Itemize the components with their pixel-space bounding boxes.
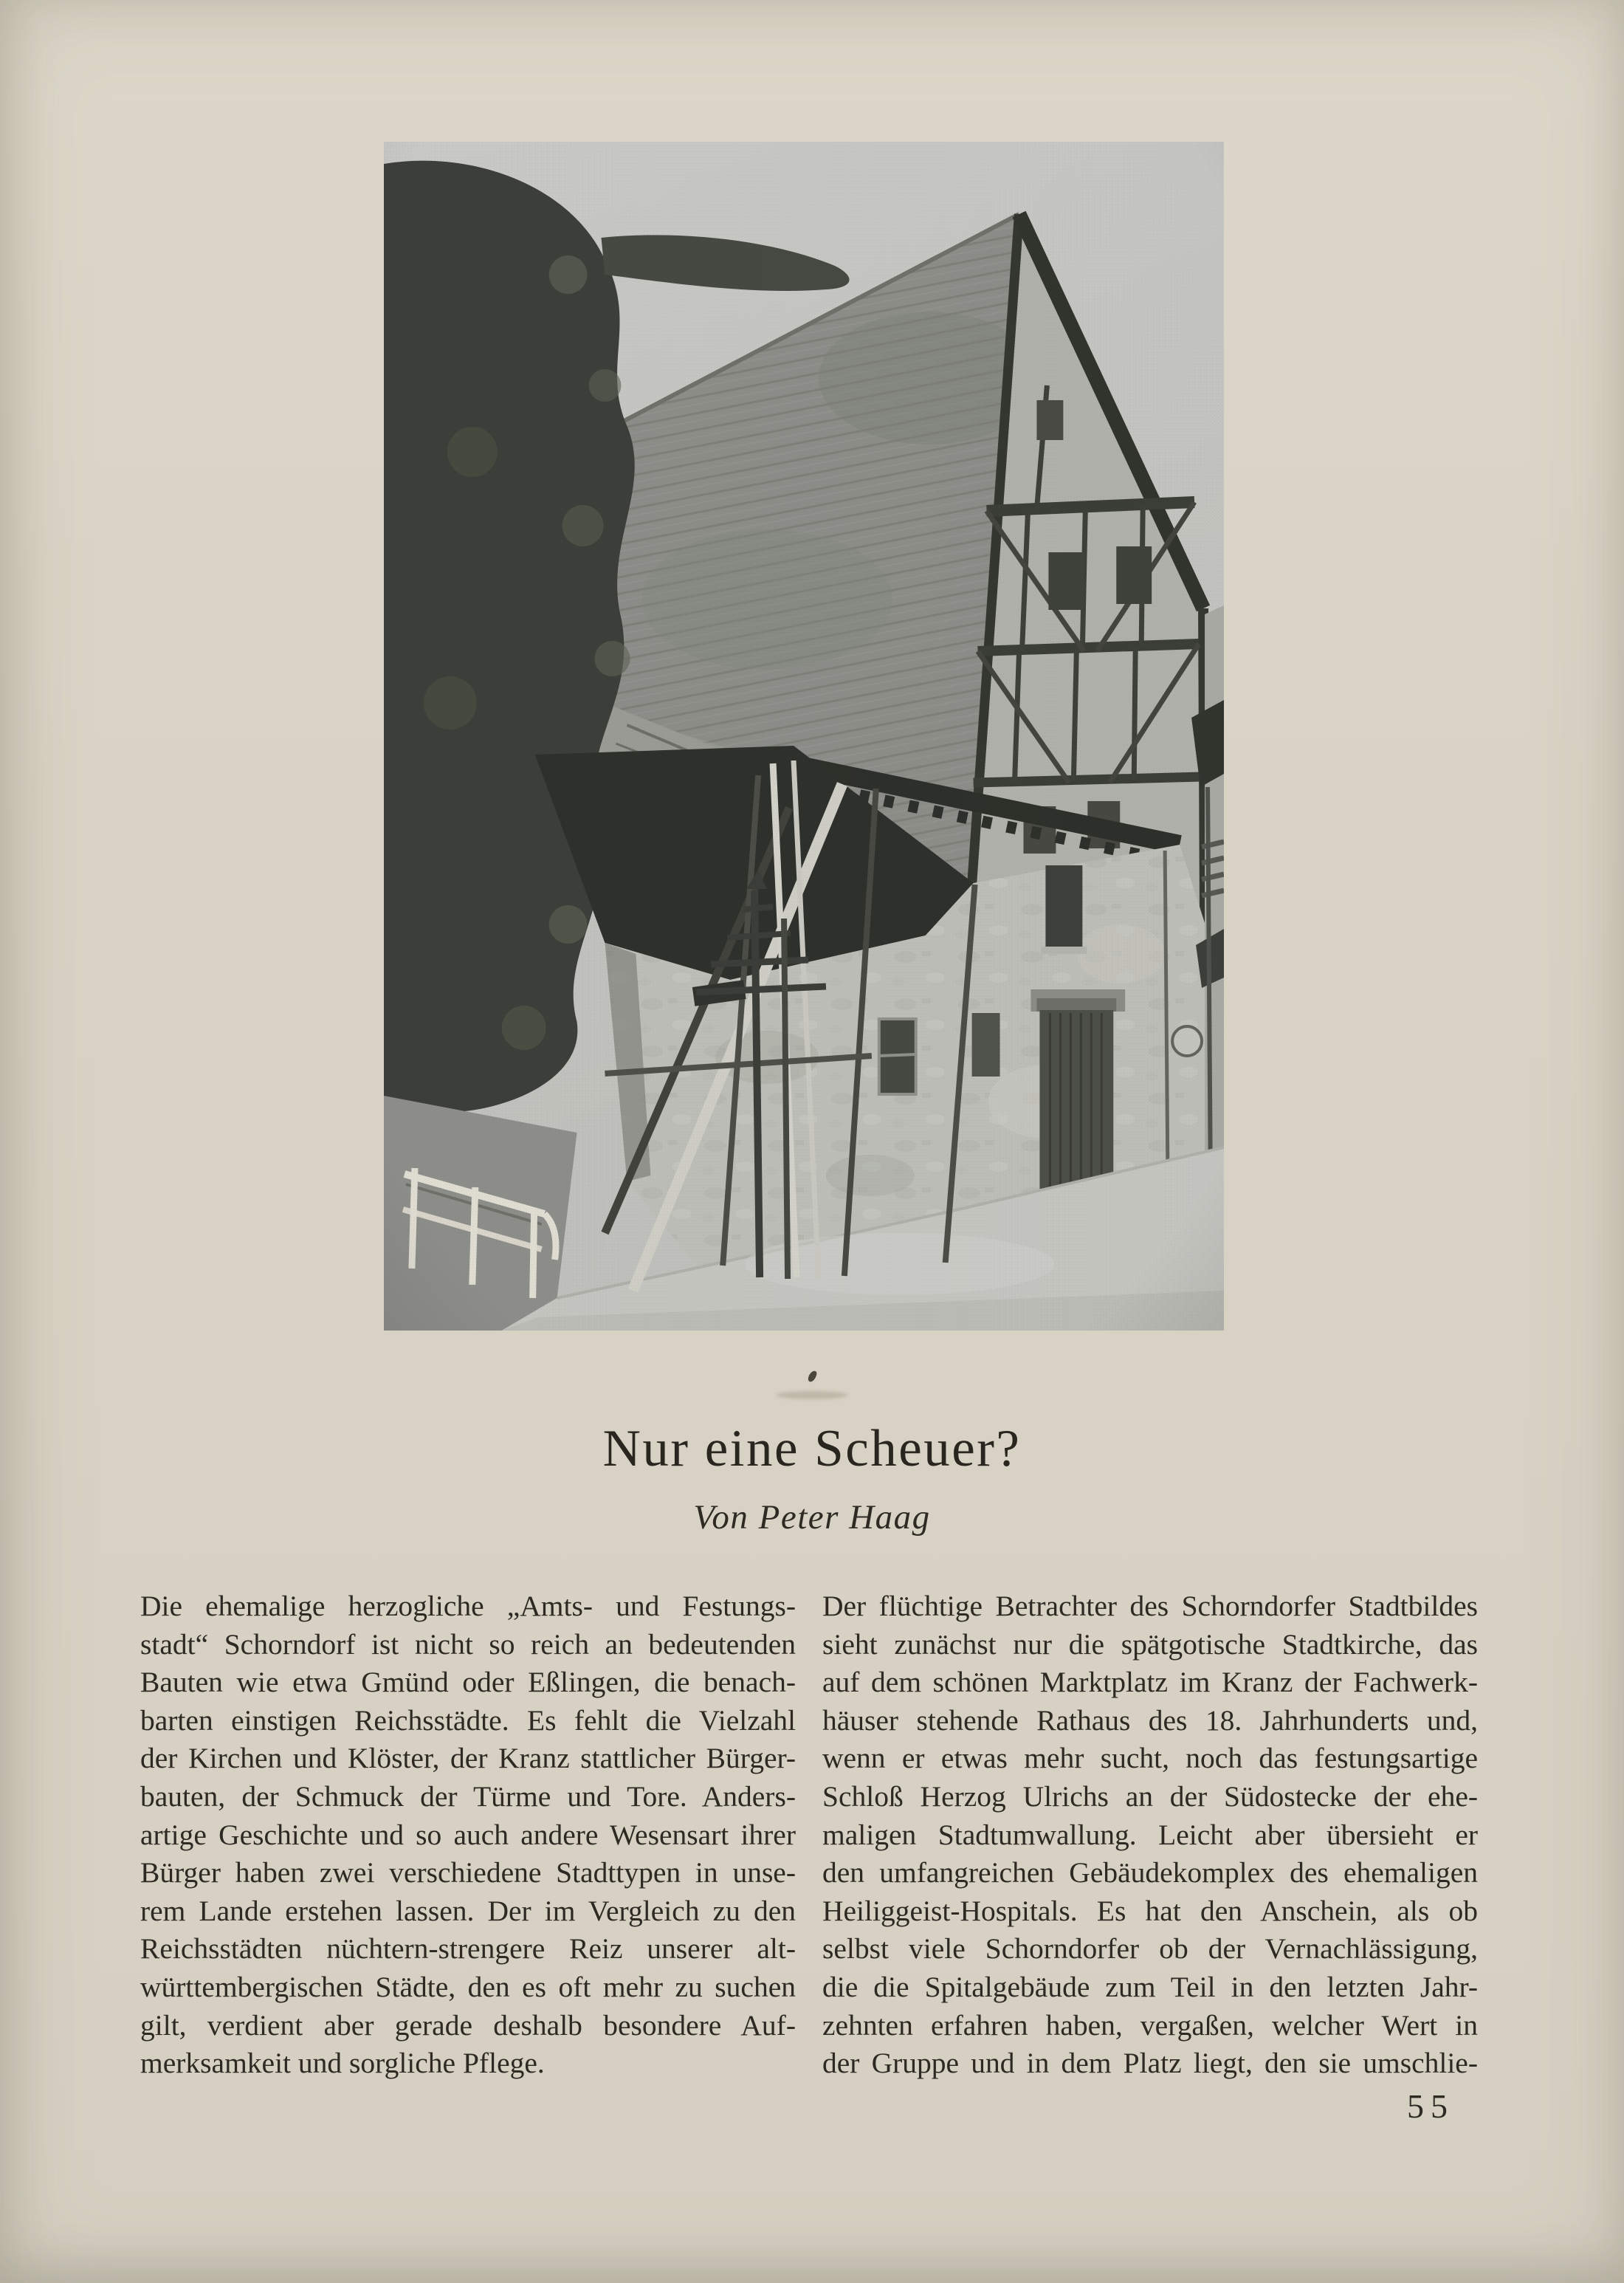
text-line: zehnten erfahren haben, vergaßen, welcher Wert in	[822, 2008, 1478, 2042]
text-line: merksamkeit und sorgliche Pflege.	[140, 2047, 545, 2080]
text-line: Reichsstädten nüchtern-strengere Reiz unserer alt-	[140, 1932, 796, 1966]
text-line: den umfangreichen Gebäudekomplex des ehemaligen	[822, 1856, 1478, 1889]
scan-speck	[807, 1370, 818, 1383]
text-line: selbst viele Schorndorfer ob der Vernachlässigung,	[822, 1932, 1478, 1966]
left-column	[140, 1587, 796, 2083]
text-line: der Kirchen und Klöster, der Kranz stattlicher Bürger-	[140, 1742, 796, 1775]
text-line: rem Lande erstehen lassen. Der im Vergleich zu den	[140, 1894, 796, 1927]
page-number: 55	[1407, 2087, 1454, 2125]
right-column	[822, 1587, 1478, 2083]
text-line: der Gruppe und in dem Platz liegt, den sie umschlie-	[822, 2047, 1478, 2080]
text-line: Der flüchtige Betrachter des Schorndorfer Stadtbildes	[822, 1590, 1478, 1622]
scan-smudge	[777, 1391, 847, 1399]
article-title: Nur eine Scheuer?	[602, 1420, 1022, 1477]
text-line: sieht zunächst nur die spätgotische Stadtkirche, das	[822, 1627, 1478, 1661]
text-line: Bürger haben zwei verschiedene Stadttypen in unse-	[140, 1856, 796, 1889]
text-line: Die ehemalige herzogliche „Amts- und Festungs-	[140, 1590, 796, 1622]
text-line: württembergischen Städte, den es oft mehr zu suchen	[140, 1970, 796, 2003]
text-line: auf dem schönen Marktplatz im Kranz der Fachwerk-	[822, 1666, 1478, 1699]
text-line: Heiliggeist-Hospitals. Es hat den Anschein, als ob	[822, 1894, 1478, 1927]
text-line: maligen Stadtumwallung. Leicht aber übersieht er	[822, 1818, 1478, 1851]
text-line: gilt, verdient aber gerade deshalb besondere Auf-	[140, 2008, 796, 2042]
text-line: die die Spitalgebäude zum Teil in den letzten Jahr-	[822, 1970, 1478, 2003]
text-line: wenn er etwas mehr sucht, noch das festungsartige	[822, 1742, 1478, 1775]
article-byline: Von Peter Haag	[693, 1498, 931, 1537]
text-line: artige Geschichte und so auch andere Wesensart ihrer	[140, 1818, 796, 1851]
text-line: häuser stehende Rathaus des 18. Jahrhunderts und,	[822, 1703, 1478, 1737]
text-line: bauten, der Schmuck der Türme und Tore. Anders-	[140, 1779, 796, 1813]
text-line: stadt“ Schorndorf ist nicht so reich an bedeutenden	[140, 1627, 796, 1661]
text-line: Schloß Herzog Ulrichs an der Südostecke der ehe-	[822, 1779, 1478, 1813]
text-line: barten einstigen Reichsstädte. Es fehlt die Vielzahl	[140, 1703, 796, 1737]
text-line: Bauten wie etwa Gmünd oder Eßlingen, die benach-	[140, 1666, 796, 1699]
photo-halftimbered-house	[384, 142, 1224, 1331]
photo-illustration	[384, 142, 1224, 1331]
